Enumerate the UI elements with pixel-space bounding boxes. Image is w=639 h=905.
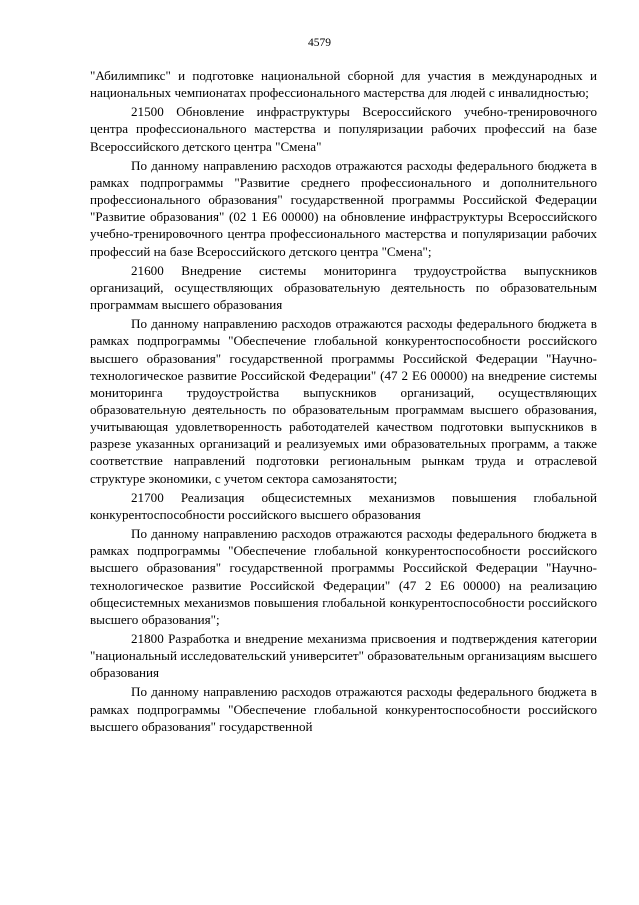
section-heading-21800: 21800 Разработка и внедрение механизма присвоения и подтверждения категории "национальный исследовательский университет" образовательным организациям высшего образования	[90, 631, 597, 681]
section-heading-21600: 21600 Внедрение системы мониторинга трудоустройства выпускников организаций, осуществляющих образовательную деятельность по образовательным программам высшего образования	[90, 262, 597, 313]
paragraph-21800-description: По данному направлению расходов отражаются расходы федерального бюджета в рамках подпрограммы "Обеспечение глобальной конкурентоспособности российского высшего образования" государственной	[90, 684, 597, 734]
paragraph-21500-description: По данному направлению расходов отражаются расходы федерального бюджета в рамках подпрограммы "Развитие среднего профессионального и дополнительного профессионального образования" государственной программы Российской Федерации "Развитие образования" (02 1 Е6 00000) на обновление инфраструктуры Всероссийского учебно-тренировочного центра профессионального мастерства и популяризации рабочих профессий на базе Всероссийского детского центра "Смена";	[90, 157, 597, 259]
document-body	[90, 67, 597, 735]
page-number: 4579	[308, 37, 331, 49]
section-heading-21500: 21500 Обновление инфраструктуры Всероссийского учебно-тренировочного центра профессионального мастерства и популяризации рабочих профессий на базе Всероссийского детского центра "Смена"	[90, 104, 597, 154]
paragraph-21600-description: По данному направлению расходов отражаются расходы федерального бюджета в рамках подпрограммы "Обеспечение глобальной конкурентоспособности российского высшего образования" государственной программы Российской Федерации "Научно-технологическое развитие Российской Федерации" (47 2 Е6 00000) на внедрение системы мониторинга трудоустройства выпускников организаций, осуществляющих образовательную деятельность по образовательным программам высшего образования, учитывающая удовлетворенность работодателей качеством подготовки выпускников в разрезе указанных организаций и реализуемых ими образовательных программ, а также соответствие направлений подготовки региональным рынкам труда и отраслевой структуре экономики, с учетом сектора самозанятости;	[90, 316, 597, 486]
paragraph-continuation: "Абилимпикс" и подготовке национальной сборной для участия в международных и национальных чемпионатах профессионального мастерства для людей с инвалидностью;	[90, 68, 597, 101]
section-heading-21700: 21700 Реализация общесистемных механизмов повышения глобальной конкурентоспособности российского высшего образования	[90, 489, 597, 522]
paragraph-21700-description: По данному направлению расходов отражаются расходы федерального бюджета в рамках подпрограммы "Обеспечение глобальной конкурентоспособности российского высшего образования" государственной программы Российской Федерации "Научно-технологическое развитие Российской Федерации" (47 2 Е6 00000) на реализацию общесистемных механизмов повышения глобальной конкурентоспособности российского высшего образования";	[90, 526, 597, 627]
